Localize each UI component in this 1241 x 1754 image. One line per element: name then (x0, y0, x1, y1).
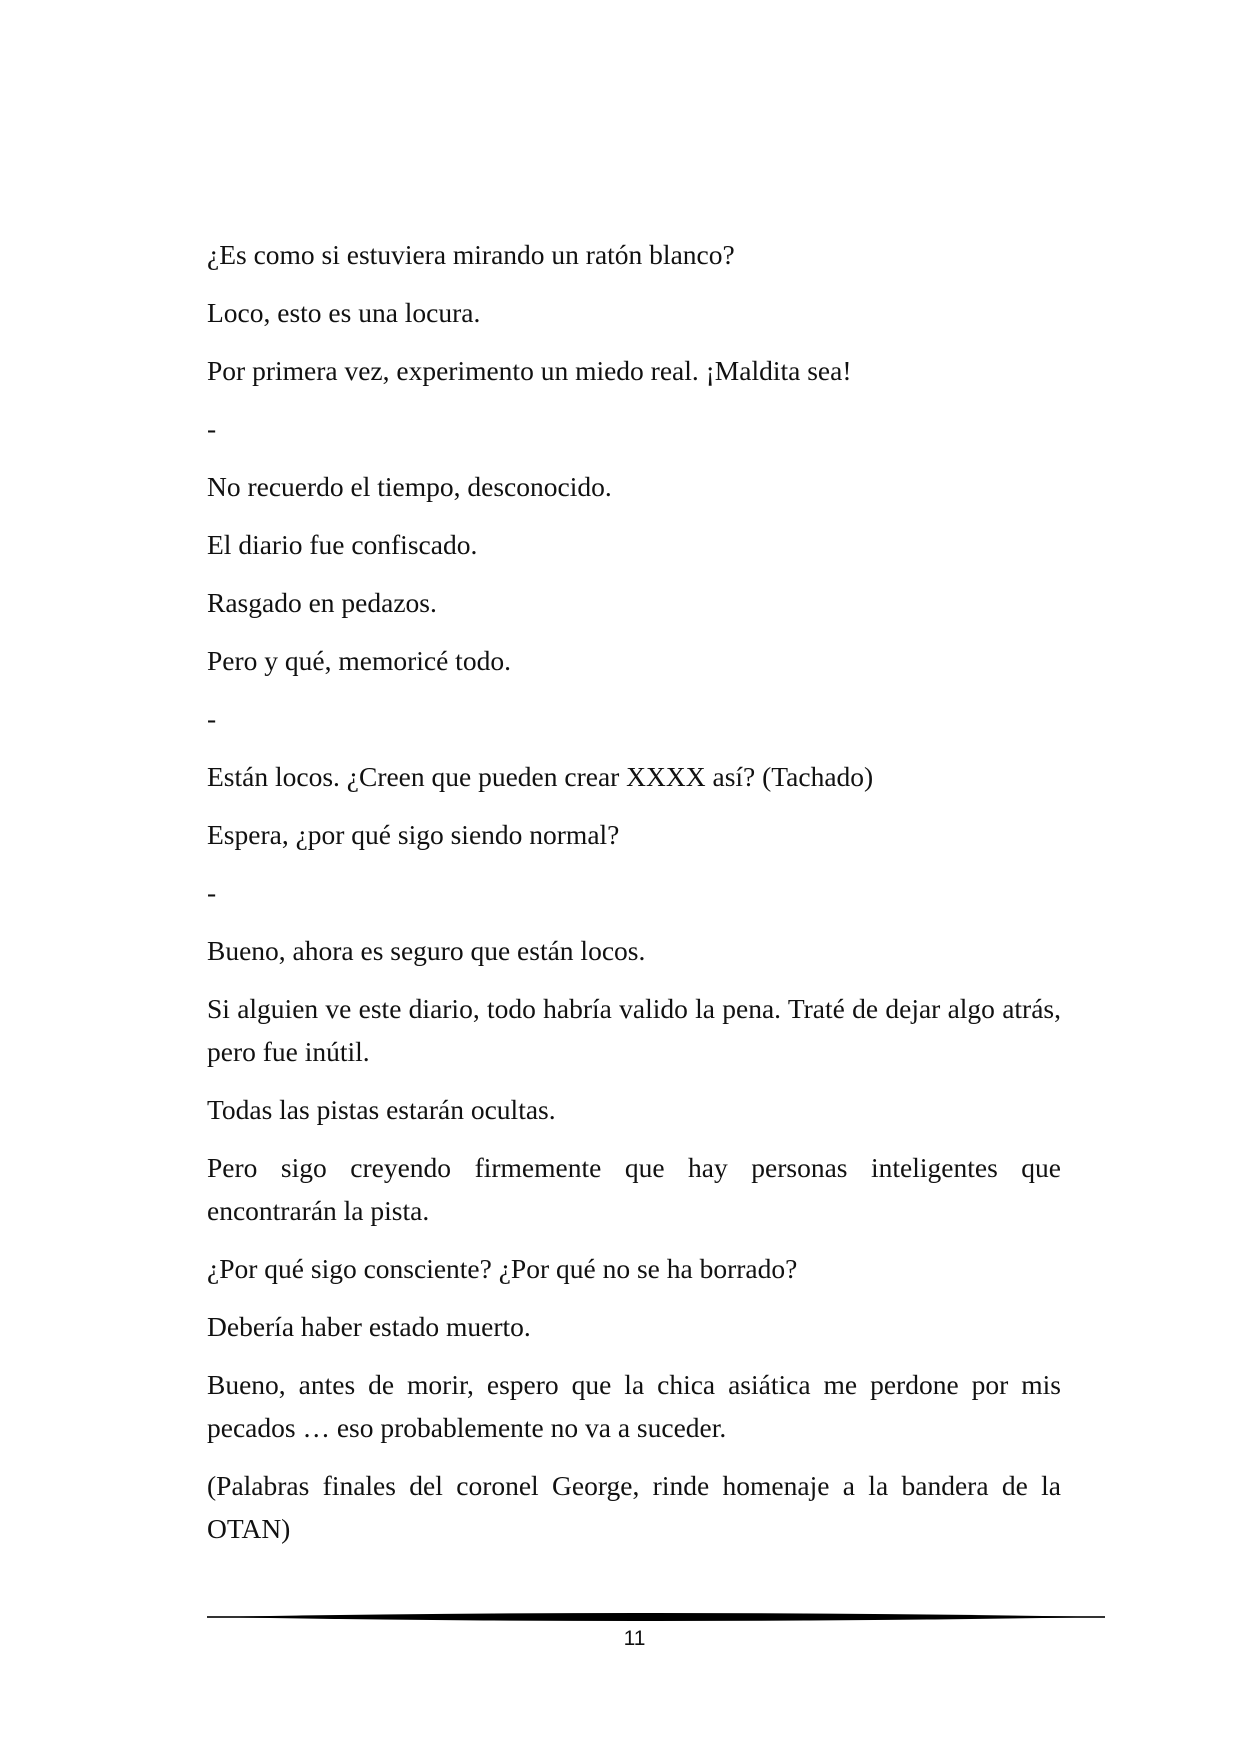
paragraph: Están locos. ¿Creen que pueden crear XXXX así? (Tachado) (207, 761, 874, 792)
section-separator: - (207, 703, 217, 734)
paragraph: Todas las pistas estarán ocultas. (207, 1094, 556, 1125)
paragraph: (Palabras finales del coronel George, rinde homenaje a la bandera de la OTAN) (207, 1470, 1061, 1544)
paragraph: ¿Es como si estuviera mirando un ratón blanco? (207, 239, 735, 270)
paragraph: Pero sigo creyendo firmemente que hay personas inteligentes que encontrarán la pista. (207, 1152, 1061, 1226)
paragraph: Debería haber estado muerto. (207, 1311, 531, 1342)
page-number-text: 11 (623, 1627, 646, 1650)
paragraph: Bueno, antes de morir, espero que la chica asiática me perdone por mis pecados … eso probablemente no va a suceder. (207, 1369, 1061, 1443)
paragraph: Bueno, ahora es seguro que están locos. (207, 935, 646, 966)
paragraph: Si alguien ve este diario, todo habría valido la pena. Traté de dejar algo atrás, pero fue inútil. (207, 993, 1061, 1067)
paragraph: No recuerdo el tiempo, desconocido. (207, 471, 612, 502)
section-separator: - (207, 413, 217, 444)
paragraph: Pero y qué, memoricé todo. (207, 645, 511, 676)
section-separator: - (207, 877, 217, 908)
body-text (207, 233, 1061, 1565)
page-number (0, 1627, 1241, 1651)
paragraph: Por primera vez, experimento un miedo real. ¡Maldita sea! (207, 355, 852, 386)
paragraph: El diario fue confiscado. (207, 529, 478, 560)
paragraph: Loco, esto es una locura. (207, 297, 481, 328)
paragraph: ¿Por qué sigo consciente? ¿Por qué no se ha borrado? (207, 1253, 798, 1284)
paragraph: Espera, ¿por qué sigo siendo normal? (207, 819, 620, 850)
footer-rule (207, 1610, 1105, 1624)
paragraph: Rasgado en pedazos. (207, 587, 437, 618)
